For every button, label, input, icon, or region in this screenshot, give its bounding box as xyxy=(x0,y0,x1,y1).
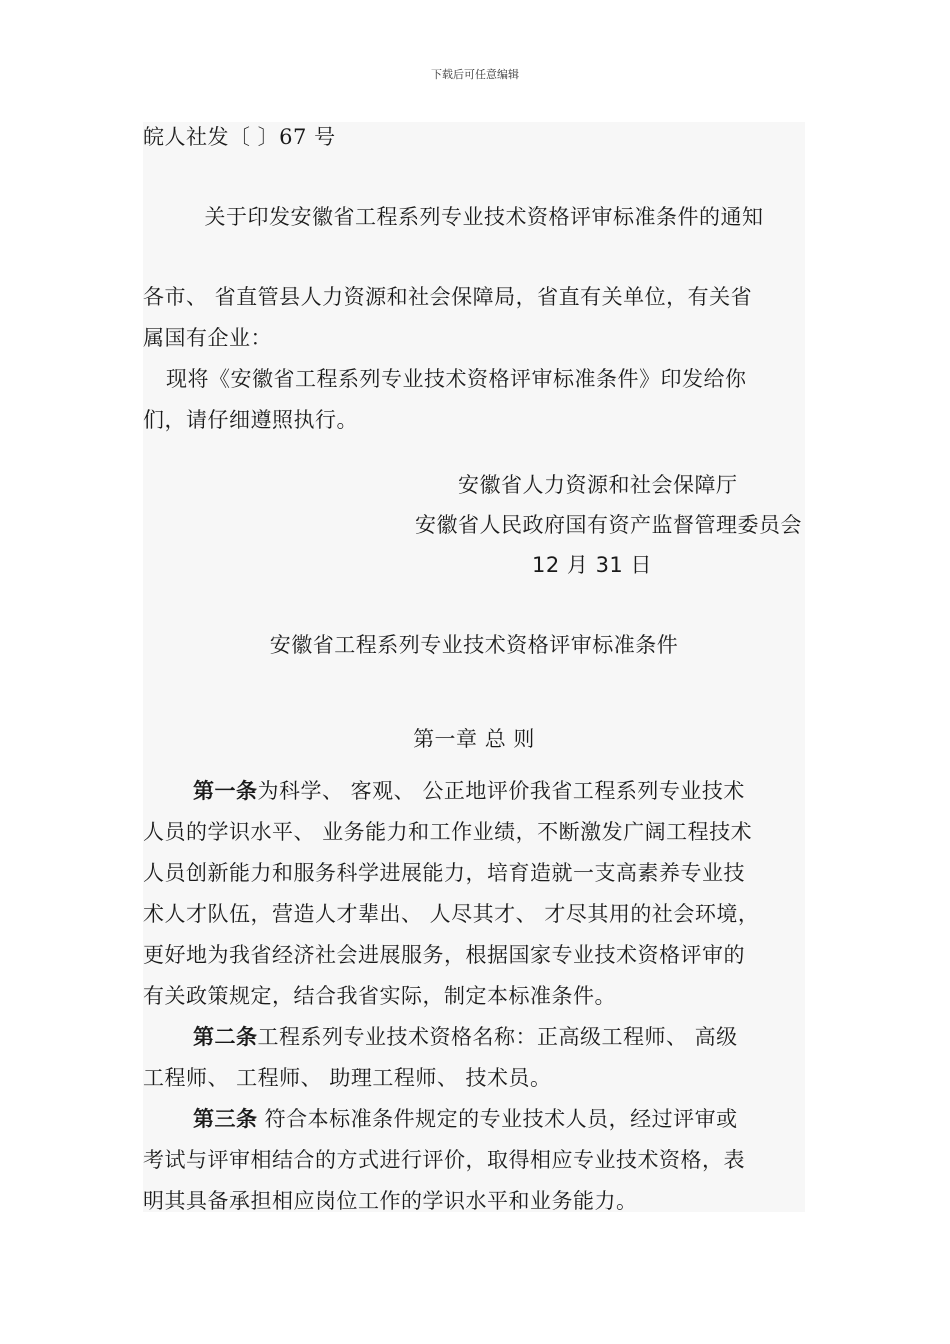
article-1-line-5: 更好地为我省经济社会进展服务，根据国家专业技术资格评审的 xyxy=(143,943,745,967)
article-2-label: 第二条 xyxy=(193,1025,258,1049)
notice-title: 关于印发安徽省工程系列专业技术资格评审标准条件的通知 xyxy=(204,205,764,229)
header-note: 下载后可任意编辑 xyxy=(431,68,519,81)
chapter-title: 第一章 总 则 xyxy=(413,727,535,751)
intro-line-2: 们，请仔细遵照执行。 xyxy=(143,408,358,432)
addressee-line-2: 属国有企业： xyxy=(143,326,272,350)
intro-line-1: 现将《安徽省工程系列专业技术资格评审标准条件》印发给你 xyxy=(166,367,747,391)
article-1-line-4: 术人才队伍，营造人才辈出、 人尽其才、 才尽其用的社会环境， xyxy=(143,902,760,926)
article-1-line-3: 人员创新能力和服务科学进展能力，培育造就一支高素养专业技 xyxy=(143,861,745,885)
document-body xyxy=(143,122,805,1212)
doc-number: 皖人社发〔 〕67 号 xyxy=(143,125,336,149)
signature-date: 12 月 31 日 xyxy=(532,553,652,577)
signature-org-2: 安徽省人民政府国有资产监督管理委员会 xyxy=(415,513,802,537)
article-1-line-2: 人员的学识水平、 业务能力和工作业绩，不断激发广阔工程技术 xyxy=(143,820,753,844)
article-1-line-6: 有关政策规定，结合我省实际，制定本标准条件。 xyxy=(143,984,616,1008)
article-3-line-3: 明其具备承担相应岗位工作的学识水平和业务能力。 xyxy=(143,1189,638,1213)
article-3-line-1 xyxy=(193,1104,738,1134)
article-1-text: 为科学、 客观、 公正地评价我省工程系列专业技术 xyxy=(257,779,745,803)
article-1-line-1 xyxy=(193,776,745,806)
article-2-line-1 xyxy=(193,1022,738,1052)
article-3-line-2: 考试与评审相结合的方式进行评价，取得相应专业技术资格，表 xyxy=(143,1148,745,1172)
article-2-text: 工程系列专业技术资格名称：正高级工程师、 高级 xyxy=(257,1025,738,1049)
signature-org-1: 安徽省人力资源和社会保障厅 xyxy=(458,473,738,497)
addressee-line-1: 各市、 省直管县人力资源和社会保障局，省直有关单位，有关省 xyxy=(143,285,753,309)
article-1-label: 第一条 xyxy=(193,779,258,803)
article-3-label: 第三条 xyxy=(193,1107,258,1131)
standard-title: 安徽省工程系列专业技术资格评审标准条件 xyxy=(269,633,679,657)
article-3-text: 符合本标准条件规定的专业技术人员，经过评审或 xyxy=(257,1107,738,1131)
article-2-line-2: 工程师、 工程师、 助理工程师、 技术员。 xyxy=(143,1066,552,1090)
